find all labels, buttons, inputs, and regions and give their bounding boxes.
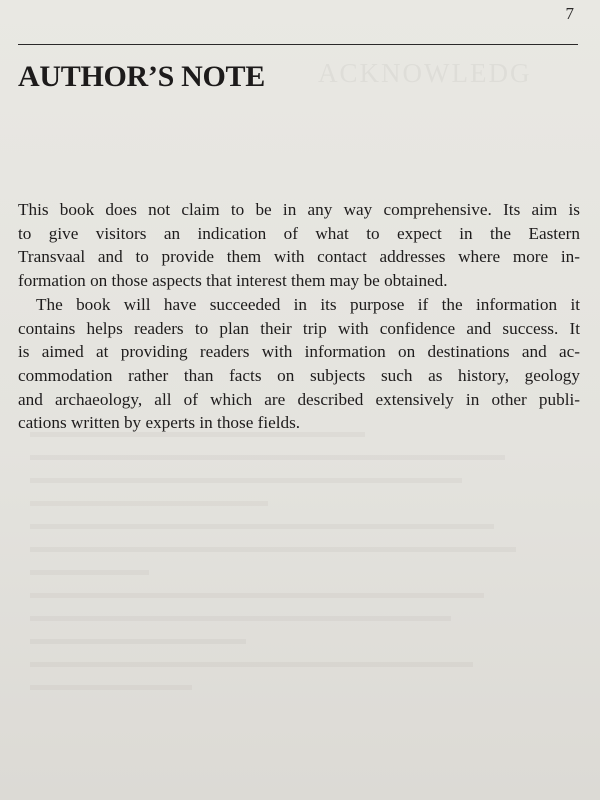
show-through-line (30, 639, 246, 644)
show-through-line (30, 570, 149, 575)
text-line: This book does not claim to be in any way comprehensive. Its aim is (18, 200, 580, 219)
text-line: contains helps readers to plan their trip with confidence and success. It (18, 318, 580, 338)
text-line: formation on those aspects that interest them may be obtained. (18, 271, 448, 291)
show-through-line (30, 501, 268, 506)
show-through-line (30, 662, 473, 667)
show-through-line (30, 616, 451, 621)
text-line: commodation rather than facts on subjects such as history, geology (18, 365, 580, 385)
text-line: and archaeology, all of which are described extensively in other publi- (18, 389, 580, 409)
paragraph-2 (18, 293, 580, 435)
text-line: cations written by experts in those fields. (18, 413, 301, 433)
paragraph-1 (18, 198, 580, 293)
page-title: AUTHOR’S NOTE (18, 60, 265, 93)
show-through-line (30, 593, 484, 598)
show-through-heading: ACKNOWLEDG (318, 58, 532, 88)
show-through-line (30, 478, 462, 483)
text-line: is aimed at providing readers with information on destinations and ac- (18, 342, 580, 362)
header-rule (18, 44, 578, 45)
text-line: Transvaal and to provide them with contact addresses where more in- (18, 247, 580, 267)
show-through-line (30, 547, 516, 552)
page-number: 7 (565, 4, 574, 23)
show-through-line (30, 524, 494, 529)
show-through-line (30, 685, 192, 690)
text-line: to give visitors an indication of what to expect in the Eastern (18, 223, 580, 243)
body-text (18, 198, 580, 435)
text-line: The book will have succeeded in its purpose if the information it (36, 294, 580, 314)
show-through-text (30, 432, 570, 708)
show-through-line (30, 455, 505, 460)
